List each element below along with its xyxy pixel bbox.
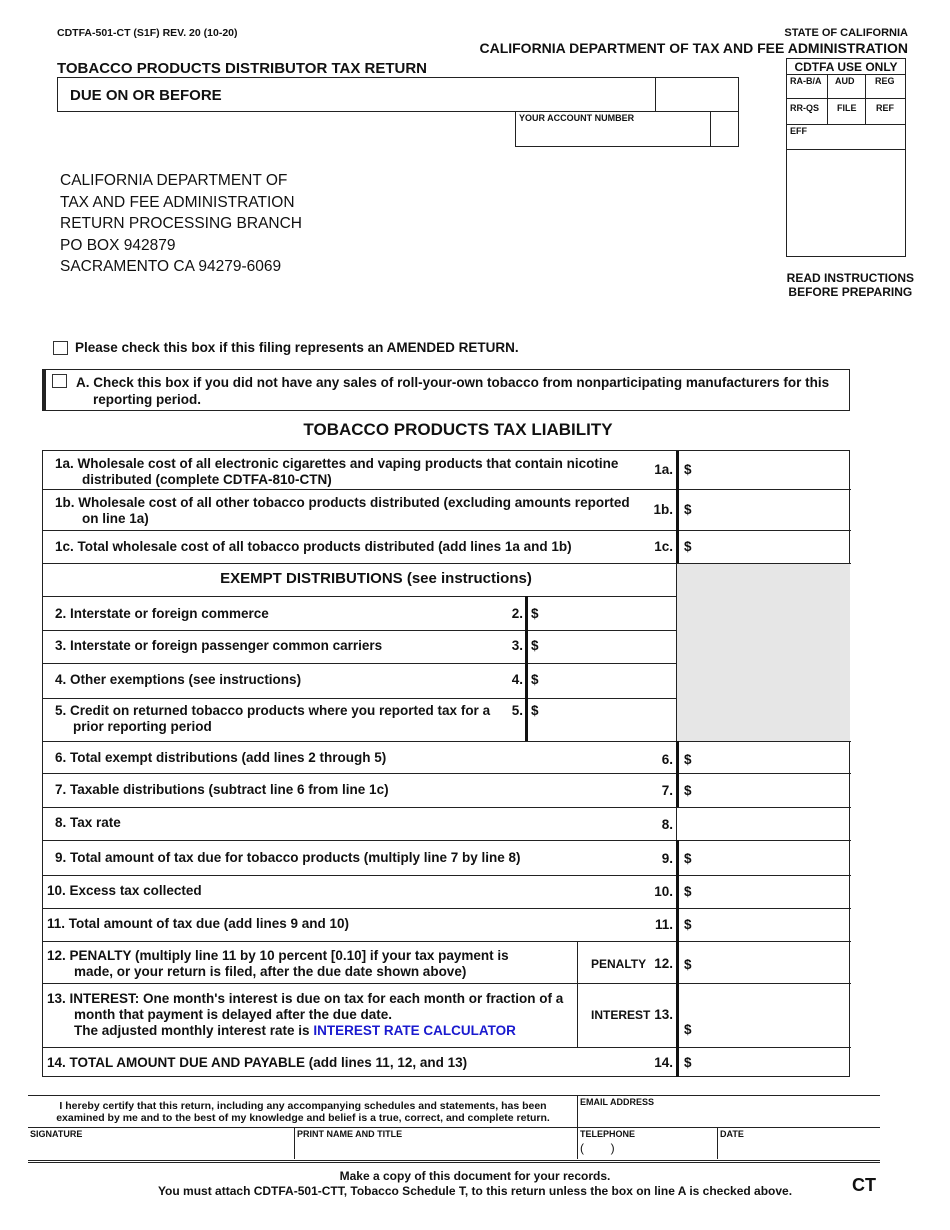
dollar-sign: $ xyxy=(684,1022,692,1037)
amended-return-checkbox[interactable] xyxy=(53,341,68,355)
use-cell-ref: REF xyxy=(866,99,905,125)
row-divider xyxy=(43,741,851,742)
column-divider-thick xyxy=(676,741,679,807)
dollar-sign: $ xyxy=(531,638,539,653)
liability-title: TOBACCO PRODUCTS TAX LIABILITY xyxy=(303,420,613,439)
line-6-amount[interactable] xyxy=(697,744,847,771)
dollar-sign: $ xyxy=(684,957,692,972)
line-14-number: 14. xyxy=(654,1055,673,1070)
footer-text: You must attach CDTFA-501-CTT, Tobacco Schedule T, to this return unless the box on line A is checked above. xyxy=(157,1184,793,1198)
line-5-amount[interactable] xyxy=(543,701,673,738)
form-code: CDTFA-501-CT (S1F) REV. 20 (10-20) xyxy=(57,27,238,39)
address-line: RETURN PROCESSING BRANCH xyxy=(60,215,302,232)
line-4-label: 4. Other exemptions (see instructions) xyxy=(55,672,302,687)
telephone-field[interactable]: ( ) xyxy=(580,1141,615,1155)
line-3-amount[interactable] xyxy=(543,633,673,660)
line-10-label: 10. Excess tax collected xyxy=(47,883,202,898)
line-1a-number: 1a. xyxy=(654,462,673,477)
row-divider xyxy=(43,875,851,876)
line-10-number: 10. xyxy=(654,884,673,899)
row-divider xyxy=(43,941,851,942)
dollar-sign: $ xyxy=(684,851,692,866)
line-a-text: A. Check this box if you did not have any sales of roll-your-own tobacco from nonparticipating manufacturers for this xyxy=(76,375,830,390)
column-divider xyxy=(294,1127,295,1159)
line-text: made, or your return is filed, after the due date shown above) xyxy=(74,964,467,979)
line-text: 13. INTEREST: One month's interest is due on tax for each month or fraction of a xyxy=(47,991,564,1006)
line-1c-label: 1c. Total wholesale cost of all tobacco products distributed (add lines 1a and 1b) xyxy=(55,539,572,554)
certification-statement xyxy=(28,1100,578,1124)
line-8-number: 8. xyxy=(661,817,673,832)
amended-return-label: Please check this box if this filing represents an AMENDED RETURN. xyxy=(75,340,519,355)
line-13-number: 13. xyxy=(654,1007,673,1022)
email-field[interactable] xyxy=(580,1107,878,1126)
line-5-label xyxy=(55,703,490,735)
line-13-label xyxy=(47,991,563,1039)
line-11-amount[interactable] xyxy=(697,911,847,939)
line-2-number: 2. xyxy=(511,606,523,621)
due-divider xyxy=(655,78,656,111)
due-date-field[interactable] xyxy=(328,80,648,109)
row-divider xyxy=(43,773,851,774)
read-instructions-line: BEFORE PREPARING xyxy=(788,285,913,299)
line-7-number: 7. xyxy=(661,783,673,798)
penalty-label: PENALTY xyxy=(591,957,647,971)
line-text: 1b. Wholesale cost of all other tobacco products distributed (excluding amounts reported xyxy=(55,495,630,510)
line-9-label: 9. Total amount of tax due for tobacco products (multiply line 7 by line 8) xyxy=(55,850,521,865)
line-1c-number: 1c. xyxy=(654,539,673,554)
line-10-amount[interactable] xyxy=(697,878,847,906)
line-1b-number: 1b. xyxy=(653,502,673,517)
read-instructions xyxy=(787,271,914,299)
line-11-number: 11. xyxy=(654,917,673,932)
line-1c-amount[interactable] xyxy=(697,533,847,560)
date-field[interactable] xyxy=(720,1140,878,1158)
label-column-divider xyxy=(577,941,578,1047)
print-name-label: PRINT NAME AND TITLE xyxy=(297,1129,403,1139)
telephone-label: TELEPHONE xyxy=(580,1129,636,1139)
row-divider xyxy=(43,807,851,808)
line-9-amount[interactable] xyxy=(697,843,847,872)
address-line: TAX AND FEE ADMINISTRATION xyxy=(60,193,295,211)
address-line: SACRAMENTO CA 94279-6069 xyxy=(60,258,282,275)
address-line: CALIFORNIA DEPARTMENT OF xyxy=(60,172,288,189)
dollar-sign: $ xyxy=(684,752,692,767)
dollar-sign: $ xyxy=(684,783,692,798)
line-text: distributed (complete CDTFA-810-CTN) xyxy=(82,472,332,487)
use-cell-reg: REG xyxy=(866,75,905,99)
row-divider xyxy=(28,1127,880,1128)
certification-section xyxy=(28,1095,880,1163)
line-8-rate[interactable] xyxy=(683,810,847,838)
use-cell-rrqs: RR-QS xyxy=(787,99,828,125)
line-text: 1a. Wholesale cost of all electronic cigarettes and vaping products that contain nicotine xyxy=(55,456,619,471)
line-a-label xyxy=(76,374,836,408)
dollar-sign: $ xyxy=(684,917,692,932)
row-divider xyxy=(43,630,676,631)
line-7-label: 7. Taxable distributions (subtract line 6 from line 1c) xyxy=(55,782,389,797)
row-divider xyxy=(43,983,851,984)
line-a-box xyxy=(42,369,850,411)
line-4-number: 4. xyxy=(511,672,523,687)
line-text: The adjusted monthly interest rate is xyxy=(74,1023,310,1038)
use-cell-eff: EFF xyxy=(787,125,905,150)
line-1a-label xyxy=(55,456,618,488)
row-divider xyxy=(43,489,851,490)
use-cell-file: FILE xyxy=(828,99,866,125)
certification-text: I hereby certify that this return, including any accompanying schedules and statements, has been xyxy=(59,1100,547,1112)
dollar-sign: $ xyxy=(531,606,539,621)
line-text: month that payment is delayed after the due date. xyxy=(74,1007,393,1022)
line-2-amount[interactable] xyxy=(543,599,673,627)
line-1b-label xyxy=(55,495,630,527)
line-1b-amount[interactable] xyxy=(697,493,847,527)
line-a-text: reporting period. xyxy=(93,392,201,407)
use-only-title: CDTFA USE ONLY xyxy=(787,59,905,75)
line-12-label xyxy=(47,948,509,980)
address-line: PO BOX 942879 xyxy=(60,236,176,254)
line-9-number: 9. xyxy=(661,851,673,866)
mailing-address xyxy=(60,170,302,278)
row-divider xyxy=(43,840,851,841)
line-text: 12. PENALTY (multiply line 11 by 10 percent [0.10] if your tax payment is xyxy=(47,948,509,963)
line-11-label: 11. Total amount of tax due (add lines 9 and 10) xyxy=(47,916,350,931)
dollar-sign: $ xyxy=(684,1055,692,1070)
cdtfa-use-only-box xyxy=(786,58,906,257)
signature-field[interactable] xyxy=(30,1140,292,1158)
line-3-label: 3. Interstate or foreign passenger common carriers xyxy=(55,638,383,653)
account-number-field[interactable] xyxy=(518,125,706,145)
due-date-label: DUE ON OR BEFORE xyxy=(70,87,222,104)
line-14-amount[interactable] xyxy=(697,1050,847,1075)
page-title: TOBACCO PRODUCTS DISTRIBUTOR TAX RETURN xyxy=(57,60,428,77)
signature-label: SIGNATURE xyxy=(30,1129,83,1139)
read-instructions-line: READ INSTRUCTIONS xyxy=(786,271,914,285)
line-14-label: 14. TOTAL AMOUNT DUE AND PAYABLE (add lines 11, 12, and 13) xyxy=(47,1055,468,1070)
row-divider xyxy=(43,908,851,909)
dollar-sign: $ xyxy=(684,539,692,554)
exempt-distributions-heading: EXEMPT DISTRIBUTIONS (see instructions) xyxy=(220,570,532,587)
account-number-box xyxy=(515,111,739,147)
line-5-number: 5. xyxy=(511,703,523,718)
line-12-amount[interactable] xyxy=(697,945,847,980)
line-4-amount[interactable] xyxy=(543,666,673,695)
row-divider xyxy=(43,698,676,699)
use-cell-rab: RA-B/A xyxy=(787,75,828,99)
line-text: on line 1a) xyxy=(82,511,149,526)
line-8-label: 8. Tax rate xyxy=(55,815,121,830)
date-label: DATE xyxy=(720,1129,744,1139)
dollar-sign: $ xyxy=(531,672,539,687)
line-12-number: 12. xyxy=(654,956,673,971)
account-divider xyxy=(710,111,711,146)
use-cell-aud: AUD xyxy=(828,75,866,99)
row-divider xyxy=(43,1047,851,1048)
certification-text: examined by me and to the best of my knowledge and belief is a true, correct, and complete return. xyxy=(56,1112,550,1124)
print-name-field[interactable] xyxy=(297,1140,575,1158)
line-13-amount[interactable] xyxy=(697,987,847,1044)
column-divider xyxy=(717,1127,718,1159)
dollar-sign: $ xyxy=(684,462,692,477)
row-divider xyxy=(43,530,851,531)
line-text: prior reporting period xyxy=(73,719,212,734)
line-a-checkbox[interactable] xyxy=(52,374,67,388)
line-text: 5. Credit on returned tobacco products where you reported tax for a xyxy=(55,703,491,718)
dollar-sign: $ xyxy=(531,703,539,718)
line-7-amount[interactable] xyxy=(697,776,847,805)
line-3-number: 3. xyxy=(511,638,523,653)
dollar-sign: $ xyxy=(684,884,692,899)
row-divider xyxy=(43,563,851,564)
line-2-label: 2. Interstate or foreign commerce xyxy=(55,606,269,621)
line-6-label: 6. Total exempt distributions (add lines 2 through 5) xyxy=(55,750,387,765)
interest-rate-calculator-link[interactable]: INTEREST RATE CALCULATOR xyxy=(313,1023,516,1038)
liability-table xyxy=(42,450,850,1077)
form-type-code: CT xyxy=(852,1175,876,1195)
line-6-number: 6. xyxy=(661,752,673,767)
agency-name: CALIFORNIA DEPARTMENT OF TAX AND FEE ADMINISTRATION xyxy=(479,40,908,56)
footer-text: Make a copy of this document for your records. xyxy=(339,1169,611,1183)
row-divider xyxy=(43,596,676,597)
shaded-area xyxy=(676,563,850,741)
account-number-label: YOUR ACCOUNT NUMBER xyxy=(519,113,635,123)
column-divider-thick xyxy=(676,840,679,1077)
column-divider-thick xyxy=(676,451,679,563)
exempt-column-divider xyxy=(525,596,528,741)
email-label: EMAIL ADDRESS xyxy=(580,1097,655,1107)
row-divider xyxy=(43,663,676,664)
interest-label: INTEREST xyxy=(591,1008,651,1022)
line-1a-amount[interactable] xyxy=(697,455,847,485)
footer-notes xyxy=(0,1169,950,1199)
state-label: STATE OF CALIFORNIA xyxy=(784,27,908,39)
dollar-sign: $ xyxy=(684,502,692,517)
due-date-box xyxy=(57,77,739,112)
